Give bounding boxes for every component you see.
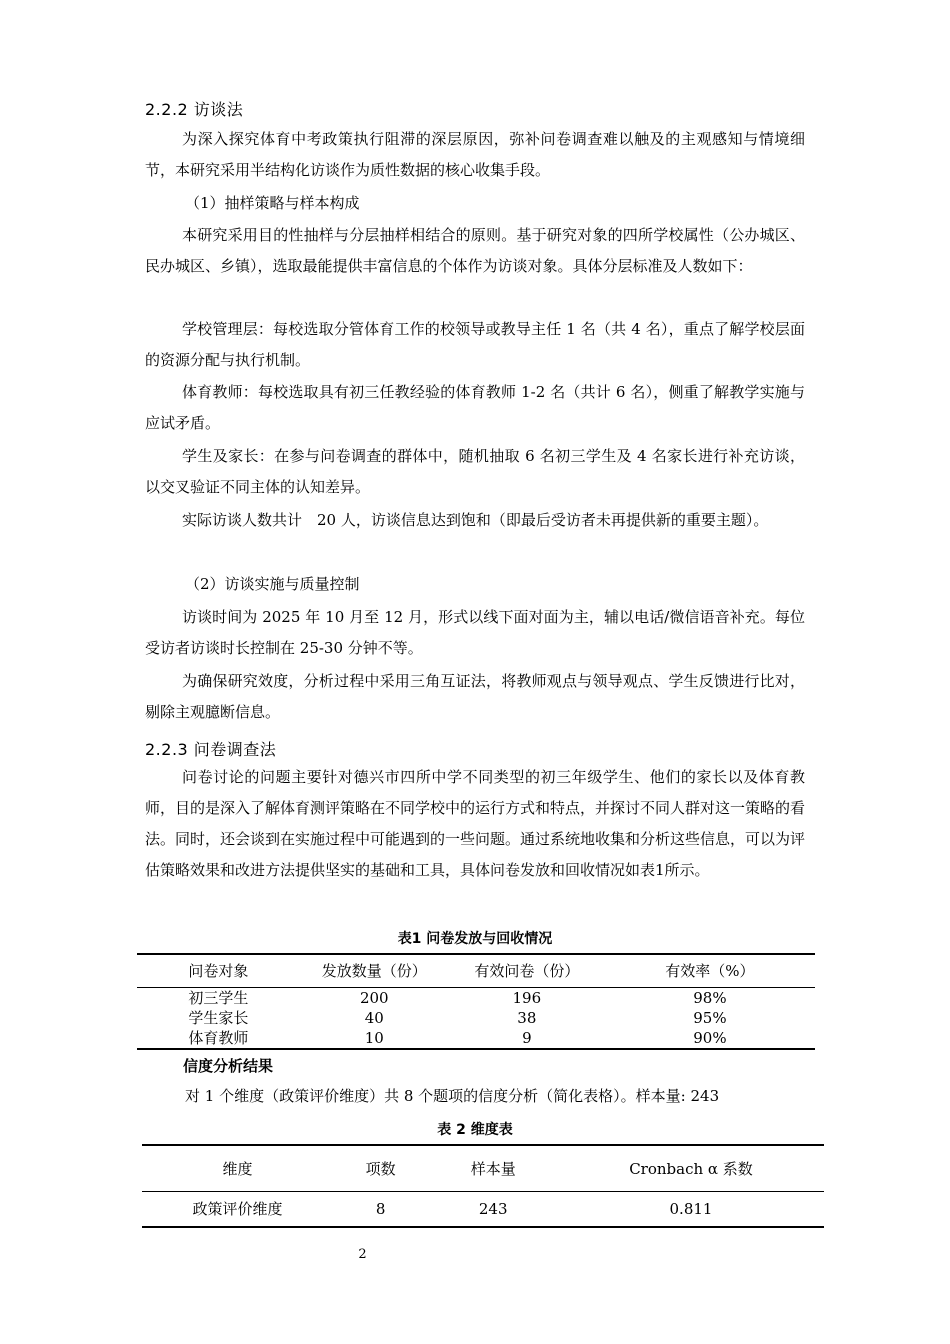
table-cell: 98% — [693, 988, 727, 1007]
table1-caption: 表1 问卷发放与回收情况 — [397, 931, 553, 947]
paragraph-school-management: 学校管理层：每校选取分管体育工作的校领导或教导主任 1 名（共 4 名），重点了解学校层面的资源分配与执行机制。 — [145, 320, 805, 369]
table-cell: 政策评价维度 — [192, 1200, 283, 1219]
table-cell: 9 — [522, 1028, 532, 1047]
table-header-cell: 维度 — [222, 1159, 253, 1178]
subheading-sampling: （1）抽样策略与样本构成 — [185, 194, 360, 212]
paragraph-interview-intro: 为深入探究体育中考政策执行阻滞的深层原因，弥补问卷调查难以触及的主观感知与情境细节，本研究采用半结构化访谈作为质性数据的核心收集手段。 — [145, 130, 805, 179]
table-cell: 8 — [375, 1199, 386, 1218]
table-cell: 10 — [364, 1028, 384, 1047]
page-number: 2 — [358, 1247, 367, 1262]
table-cell: 196 — [512, 988, 542, 1007]
table-header-cell: 项数 — [365, 1159, 396, 1178]
table-cell: 95% — [693, 1008, 727, 1027]
table-header-cell: 有效率（%） — [665, 962, 755, 981]
paragraph-students-parents: 学生及家长：在参与问卷调查的群体中，随机抽取 6 名初三学生及 4 名家长进行补充访谈，以交叉验证不同主体的认知差异。 — [145, 447, 805, 496]
table-cell: 90% — [693, 1028, 727, 1047]
paragraph-interview-time: 访谈时间为 2025 年 10 月至 12 月，形式以线下面对面为主，辅以电话/微信语音补充。每位受访者访谈时长控制在 25-30 分钟不等。 — [145, 608, 805, 657]
section-heading-2-2-3: 2.2.3 问卷调查法 — [145, 740, 277, 759]
section-heading-2-2-2: 2.2.2 访谈法 — [145, 100, 244, 119]
paragraph-pe-teachers: 体育教师：每校选取具有初三任教经验的体育教师 1-2 名（共计 6 名），侧重了解教学实施与应试矛盾。 — [145, 383, 805, 432]
table-row — [137, 987, 815, 1008]
table-header-cell: 发放数量（份） — [321, 962, 427, 981]
table-questionnaire-distribution — [137, 953, 815, 1050]
paragraph-reliability: 对 1 个维度（政策评价维度）共 8 个题项的信度分析（简化表格）。样本量: 243 — [185, 1087, 720, 1105]
table-row — [142, 1191, 824, 1227]
table-cell: 38 — [517, 1008, 537, 1027]
paragraph-interview-total: 实际访谈人数共计 20 人，访谈信息达到饱和（即最后受访者未再提供新的重要主题）。 — [182, 511, 769, 529]
subheading-implementation: （2）访谈实施与质量控制 — [185, 575, 360, 593]
table-cell: 体育教师 — [188, 1028, 249, 1047]
table-cell: 0.811 — [669, 1199, 713, 1218]
table-cell: 初三学生 — [188, 988, 249, 1007]
table-row — [137, 1028, 815, 1049]
table-header-cell: 问卷对象 — [188, 962, 249, 981]
table-header-cell: 样本量 — [470, 1159, 516, 1178]
table-header-row — [142, 1145, 824, 1191]
reliability-heading: 信度分析结果 — [183, 1057, 274, 1075]
table-header-row — [137, 954, 815, 987]
table-header-cell: Cronbach α 系数 — [629, 1159, 753, 1178]
table2-caption: 表 2 维度表 — [437, 1122, 513, 1138]
paragraph-triangulation: 为确保研究效度，分析过程中采用三角互证法，将教师观点与领导观点、学生反馈进行比对，剔除主观臆断信息。 — [145, 672, 805, 721]
table-cell: 200 — [359, 988, 389, 1007]
table-cell: 243 — [478, 1199, 508, 1218]
table-cell: 学生家长 — [188, 1008, 249, 1027]
table-header-cell: 有效问卷（份） — [474, 962, 580, 981]
table-row — [137, 1008, 815, 1028]
table-cell: 40 — [364, 1008, 384, 1027]
paragraph-questionnaire: 问卷讨论的问题主要针对德兴市四所中学不同类型的初三年级学生、他们的家长以及体育教师，目的是深入了解体育测评策略在不同学校中的运行方式和特点，并探讨不同人群对这一策略的看法。同时，还会谈到在实施过程中可能遇到的一些问题。通过系统地收集和分析这些信息，可以为评估策略效果和改进方法提供坚实的基础和工具，具体问卷发放和回收情况如表1所示。 — [145, 768, 806, 879]
paragraph-sampling-principle: 本研究采用目的性抽样与分层抽样相结合的原则。基于研究对象的四所学校属性（公办城区、民办城区、乡镇），选取最能提供丰富信息的个体作为访谈对象。具体分层标准及人数如下： — [145, 226, 805, 275]
table-dimension — [142, 1144, 824, 1228]
